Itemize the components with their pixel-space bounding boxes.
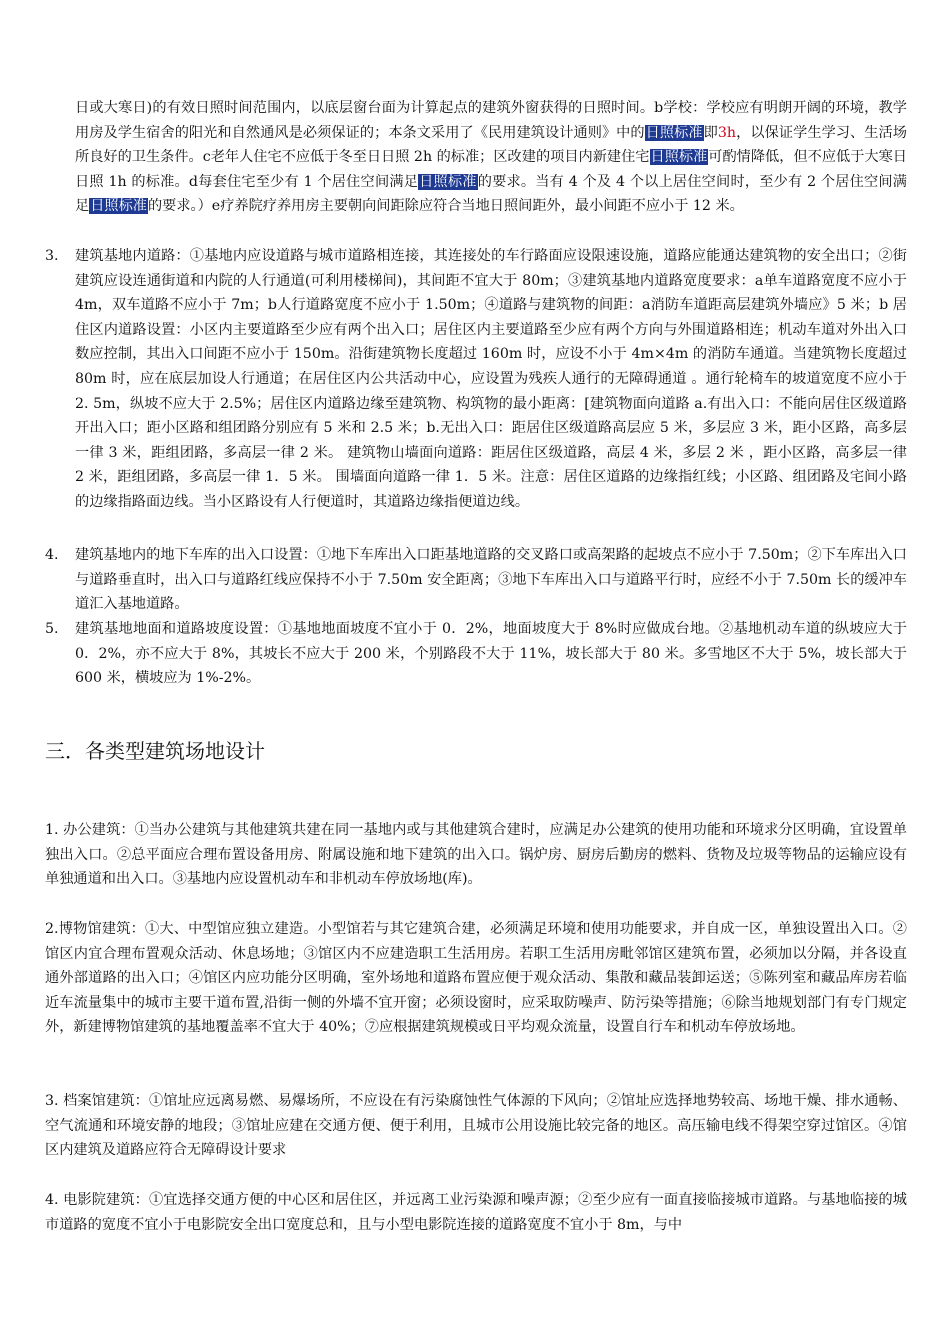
intro-text-3: ，以保证学生学习、生活场所良好的卫生条件。c老年人住宅不应低于冬至日日照 2h 的标准；区改建的项目内新建住宅 [75, 124, 907, 166]
paragraph-cinema-building: 4. 电影院建筑：①宜选择交通方便的中心区和居住区，并远离工业污染源和噪声源；②至少应有一面直接临接城市道路。与基地临接的城市道路的宽度不宜小于电影院安全出口宽度总和，且与小型电影院连接的道路宽度不宜小于 8m，与中 [45, 1192, 907, 1233]
intro-text-6: 的要求。）e疗养院疗养用房主要朝向间距除应符合当地日照间距外，最小间距不应小于 12 米。 [147, 198, 744, 215]
paragraph-museum-building: 2.博物馆建筑：①大、中型馆应独立建造。小型馆若与其它建筑合建，必须满足环境和使用功能要求，并自成一区，单独设置出入口。②馆区内宜合理布置观众活动、休息场地；③馆区内不应建造职工生活用房。若职工生活用房毗邻馆区建筑布置，必须加以分隔，并各设直通外部道路的出入口；④馆区内应功能分区明确，室外场地和道路布置应便于观众活动、集散和藏品装卸运送；⑤陈列室和藏品库房若临近车流量集中的城市主要干道布置,沿街一侧的外墙不宜开窗；必须设窗时，应采取防噪声、防污染等措施；⑥除当地规划部门有专门规定外，新建博物馆建筑的基地覆盖率不宜大于 40%；⑦应根据建筑规模或日平均观众流量，设置自行车和机动车停放场地。 [45, 921, 907, 1036]
section-heading: 三．各类型建筑场地设计 [45, 739, 265, 763]
red-value-3h: 3h [717, 124, 737, 141]
highlight-sunlight-standard: 日照标准 [90, 198, 147, 215]
list-number: 3. [45, 248, 59, 264]
intro-text-5: 的要求。当有 4 个及 4 个以上居住空间时，至少有 2 个居住空间满足 [75, 173, 907, 215]
intro-text-4: 可酌情降低，但不应低于大寒日日照 1h 的标准。d每套住宅至少有 1 个居住空间满足 [75, 149, 907, 190]
list-item-text: 建筑基地内道路：①基地内应设道路与城市道路相连接，其连接处的车行路面应设限速设施，道路应能通达建筑物的安全出口；②街建筑应设连通街道和内院的人行通道(可利用楼梯间)，其间距不宜大于 80m；③建筑基地内道路宽度要求：a单车道路宽度不应小于 4m，双车道路不应小于 7m；b人行道路宽度不应小于 1.50m；④道路与建筑物的间距：a消防车道距高层建筑外墙应》5 米；b 居住区内道路设置：小区内主要道路至少应有两个出入口；居住区内主要道路至少应有两个方向与外围道路相连；机动车道对外出入口数应控制，其出入口间距不应小于 150m。沿街建筑物长度超过 160m 时，应设不小于 4m×4m 的消防车通道。当建筑物长度超过 80m 时，应在底层加设人行通道；在居住区内公共活动中心，应设置为残疾人通行的无障碍通道 。通行轮椅车的坡道宽度不应小于 2. 5m，纵坡不应大于 2.5%；居住区内道路边缘至建筑物、构筑物的最小距离：[建筑物面向道路 a.有出入口：不能向居住区级道路开出入口；距小区路和组团路分别应有 5 米和 2.5 米；b.无出入口：距居住区级道路高层应 5 米，多层应 3 米，距小区路，高多层一律 3 米，距组团路，多高层一律 2 米。 建筑物山墙面向道路：距居住区级道路，高层 4 米，多层 2 米 ，距小区路，高多层一律 2 米，距组团路，多高层一律 1．5 米。 围墙面向道路一律 1．5 米。注意：居住区道路的边缘指红线；小区路、组团路及宅间小路的边缘指路面边线。当小区路设有人行便道时，其道路边缘指便道边线。 [75, 248, 907, 510]
paragraph-office-building: 1. 办公建筑：①当办公建筑与其他建筑共建在同一基地内或与其他建筑合建时，应满足办公建筑的使用功能和环境求分区明确，宜设置单独出入口。②总平面应合理布置设备用房、附属设施和地下建筑的出入口。锅炉房、厨房后勤房的燃料、货物及垃圾等物品的运输应设有单独通道和出入口。③基地内应设置机动车和非机动车停放场地(库)。 [45, 822, 907, 888]
intro-text-1: 日或大寒日)的有效日照时间范围内，以底层窗台面为计算起点的建筑外窗获得的日照时间。b学校：学校应有明朗开阔的环境，教学用房及学生宿舍的阳光和自然通风是必须保证的；本条文采用了《民用建筑设计通则》中的 [75, 100, 907, 141]
highlight-sunlight-standard: 日照标准 [419, 173, 477, 190]
list-number: 4. [45, 547, 59, 563]
highlight-sunlight-standard: 日照标准 [645, 124, 703, 141]
list-number: 5. [45, 621, 59, 637]
highlight-sunlight-standard: 日照标准 [650, 149, 708, 166]
intro-paragraph [75, 96, 907, 219]
list-item-text: 建筑基地地面和道路坡度设置：①基地地面坡度不宜小于 0．2%，地面坡度大于 8%时应做成台地。②基地机动车道的纵坡应大于 0．2%，亦不应大于 8%，其坡长不应大于 200 米，个别路段不大于 11%，坡长部大于 80 米。多雪地区不大于 5%，坡长部大于 600 米，横坡应为 1%-2%。 [75, 621, 907, 687]
paragraph-archive-building: 3. 档案馆建筑：①馆址应远离易燃、易爆场所，不应设在有污染腐蚀性气体源的下风向；②馆址应选择地势较高、场地干燥、排水通畅、空气流通和环境安静的地段；③馆址应建在交通方便、便于利用，且城市公用设施比较完备的地区。高压输电线不得架空穿过馆区。④馆区内建筑及道路应符合无障碍设计要求 [45, 1093, 907, 1159]
list-item-text: 建筑基地内的地下车库的出入口设置：①地下车库出入口距基地道路的交叉路口或高架路的起坡点不应小于 7.50m；②下车库出入口与道路垂直时，出入口与道路红线应保持不小于 7.50m 安全距离；③地下车库出入口与道路平行时，应经不小于 7.50m 长的缓冲车道汇入基地道路。 [75, 547, 907, 613]
intro-text-2: 即 [703, 124, 718, 141]
